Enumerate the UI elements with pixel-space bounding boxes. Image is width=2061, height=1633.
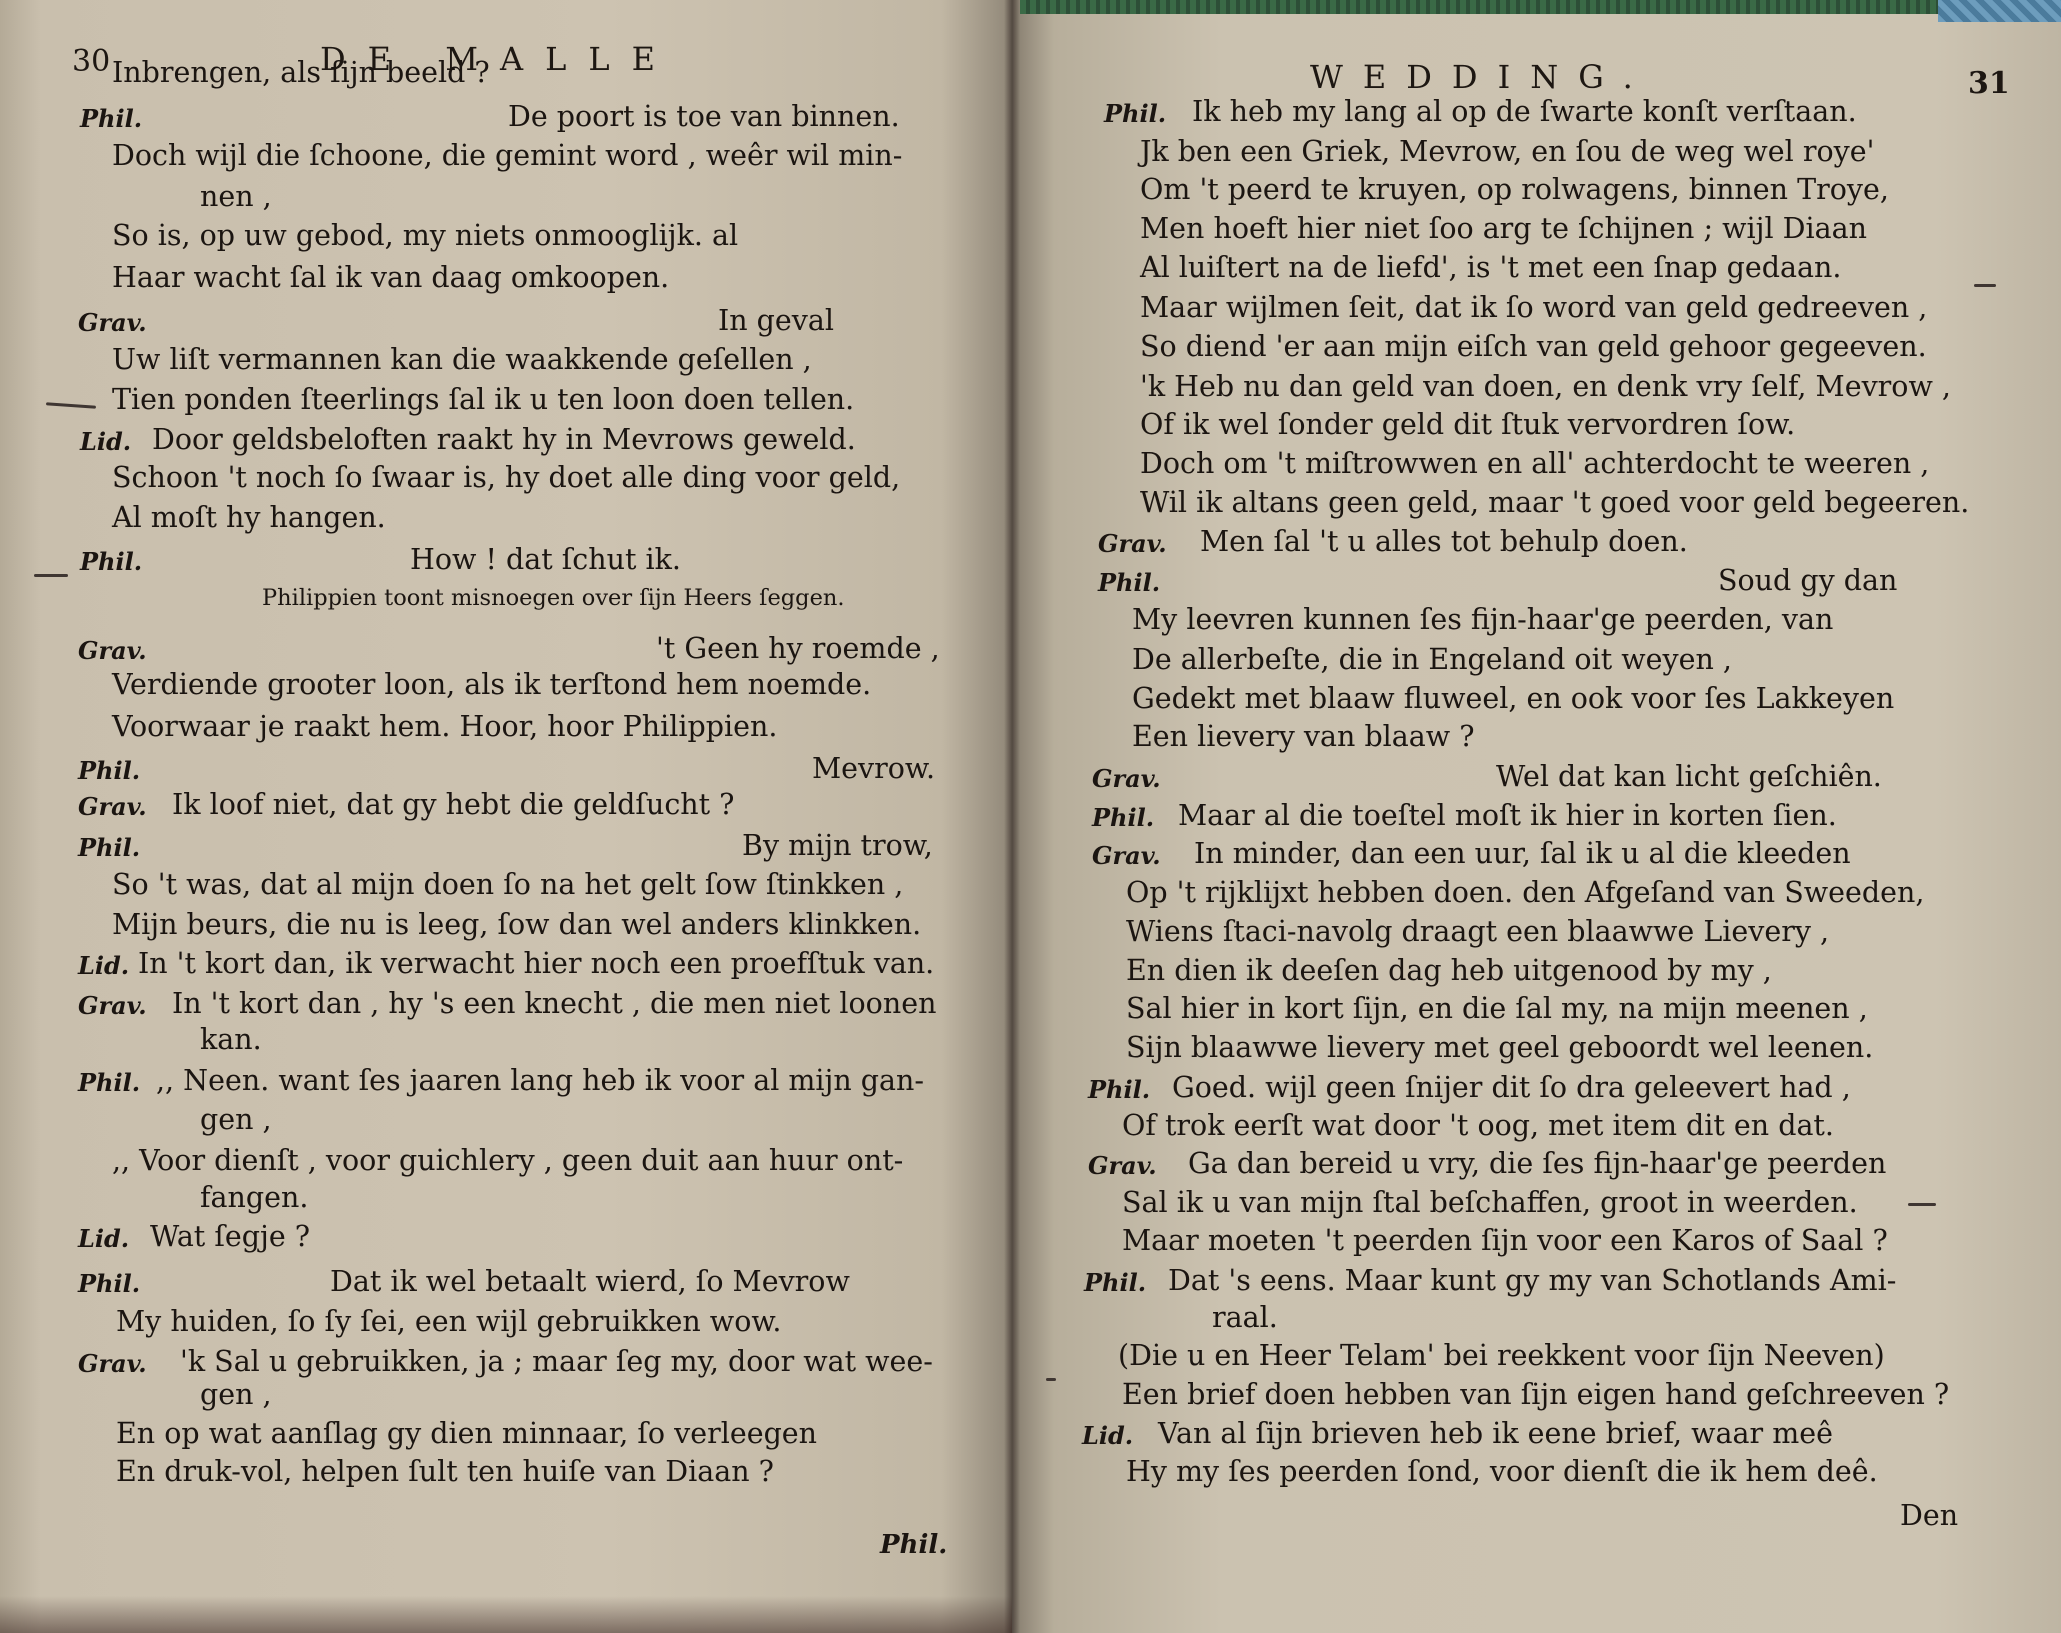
verse-line: gen , bbox=[200, 1378, 272, 1411]
verse-line: Goed. wijl geen ſnijer dit ſo dra geleevert had , bbox=[1172, 1071, 1851, 1104]
verse-line: En op wat aanſlag gy dien minnaar, ſo verleegen bbox=[116, 1417, 818, 1450]
speaker-label: Grav. bbox=[1088, 1151, 1157, 1180]
verse-line: Mevrow. bbox=[812, 752, 936, 785]
verse-line: Mijn beurs, die nu is leeg, ſow dan wel anders klinkken. bbox=[112, 908, 922, 941]
verse-line: Sijn blaawwe lievery met geel geboordt wel leenen. bbox=[1126, 1031, 1874, 1064]
verse-line: Maar moeten 't peerden ſijn voor een Karos of Saal ? bbox=[1122, 1224, 1888, 1257]
verse-line: Voorwaar je raakt hem. Hoor, hoor Philippien. bbox=[112, 710, 778, 743]
verse-line: Al luiſtert na de liefd', is 't met een ſnap gedaan. bbox=[1140, 251, 1842, 284]
background-cloth bbox=[1020, 0, 2061, 14]
verse-line: Om 't peerd te kruyen, op rolwagens, binnen Troye, bbox=[1140, 173, 1889, 206]
speaker-label: Grav. bbox=[78, 636, 147, 665]
verse-line: Wiens ſtaci-navolg draagt een blaawwe Lievery , bbox=[1126, 915, 1830, 948]
verse-line: Ik loof niet, dat gy hebt die geldſucht ? bbox=[172, 788, 735, 821]
verse-line: 't Geen hy roemde , bbox=[656, 632, 940, 665]
verse-line: Door geldsbeloften raakt hy in Mevrows geweld. bbox=[152, 423, 856, 456]
verse-line: Sal hier in kort ſijn, en die ſal my, na mijn meenen , bbox=[1126, 992, 1868, 1025]
speaker-label: Grav. bbox=[1092, 841, 1161, 870]
verse-line: Men hoeft hier niet ſoo arg te ſchijnen ; wijl Diaan bbox=[1140, 212, 1867, 245]
verse-line: So is, op uw gebod, my niets onmooglijk. al bbox=[112, 219, 739, 252]
verse-line: 'k Heb nu dan geld van doen, en denk vry ſelf, Mevrow , bbox=[1140, 370, 1951, 403]
speaker-label: Phil. bbox=[1084, 1268, 1147, 1297]
verse-line: Schoon 't noch ſo ſwaar is, hy doet alle ding voor geld, bbox=[112, 461, 901, 494]
speaker-label: Phil. bbox=[1104, 99, 1167, 128]
verse-line: En druk-vol, helpen ſult ten huiſe van Diaan ? bbox=[116, 1455, 774, 1488]
speaker-label: Phil. bbox=[1088, 1075, 1151, 1104]
verse-line: Wat ſegje ? bbox=[150, 1220, 311, 1253]
verse-line: Wel dat kan licht geſchiên. bbox=[1496, 760, 1882, 793]
verse-line: (Die u en Heer Telam' bei reekkent voor ſijn Neeven) bbox=[1118, 1339, 1885, 1372]
background-cloth-blue bbox=[1938, 0, 2061, 22]
verse-line: Hy my ſes peerden ſond, voor dienſt die ik hem deê. bbox=[1126, 1455, 1878, 1488]
verse-line: fangen. bbox=[200, 1181, 309, 1214]
verse-line: Haar wacht ſal ik van daag omkoopen. bbox=[112, 261, 670, 294]
speaker-label: Lid. bbox=[1082, 1421, 1134, 1450]
left-catchword: Phil. bbox=[880, 1530, 948, 1560]
verse-line: Gedekt met blaaw fluweel, en ook voor ſes Lakkeyen bbox=[1132, 682, 1895, 715]
verse-line: So diend 'er aan mijn eiſch van geld gehoor gegeeven. bbox=[1140, 330, 1927, 363]
verse-line: nen , bbox=[200, 180, 272, 213]
verse-line: In 't kort dan , hy 's een knecht , die men niet loonen bbox=[172, 987, 937, 1020]
right-catchword: Den bbox=[1900, 1499, 1959, 1532]
verse-line: Van al ſijn brieven heb ik eene brief, waar meê bbox=[1158, 1417, 1833, 1450]
speaker-label: Phil. bbox=[78, 756, 141, 785]
verse-line: gen , bbox=[200, 1103, 272, 1136]
verse-line: ,, Neen. want ſes jaaren lang heb ik voor al mijn gan- bbox=[156, 1064, 925, 1097]
speaker-label: Phil. bbox=[78, 833, 141, 862]
speaker-label: Grav. bbox=[78, 1349, 147, 1378]
verse-line: raal. bbox=[1212, 1301, 1278, 1334]
left-page-number: 30 bbox=[72, 44, 111, 79]
verse-line: In 't kort dan, ik verwacht hier noch een proefſtuk van. bbox=[138, 947, 935, 980]
verse-line: De poort is toe van binnen. bbox=[508, 100, 900, 133]
speaker-label: Grav. bbox=[1098, 529, 1167, 558]
verse-line: Jk ben een Griek, Mevrow, en ſou de weg wel roye' bbox=[1140, 135, 1875, 168]
verse-line: ,, Voor dienſt , voor guichlery , geen duit aan huur ont- bbox=[112, 1144, 904, 1177]
stage-direction: Philippien toont misnoegen over ſijn Heers ſeggen. bbox=[262, 585, 845, 611]
verse-line: Op 't rijklijxt hebben doen. den Afgeſand van Sweeden, bbox=[1126, 876, 1925, 909]
speaker-label: Lid. bbox=[78, 1224, 130, 1253]
verse-line: kan. bbox=[200, 1023, 262, 1056]
verse-line: Ik heb my lang al op de ſwarte konſt verſtaan. bbox=[1192, 95, 1857, 128]
verse-line: By mijn trow, bbox=[742, 829, 933, 862]
verse-line: How ! dat ſchut ik. bbox=[410, 543, 681, 576]
margin-mark bbox=[34, 574, 68, 577]
verse-line: Of trok eerſt wat door 't oog, met item dit en dat. bbox=[1122, 1109, 1834, 1142]
page-bottom-shadow bbox=[0, 1596, 1012, 1633]
verse-line: Een brief doen hebben van ſijn eigen hand geſchreeven ? bbox=[1122, 1378, 1950, 1411]
verse-line: Sal ik u van mijn ſtal beſchaffen, groot in weerden. bbox=[1122, 1186, 1858, 1219]
verse-line: Ga dan bereid u vry, die ſes fijn-haar'ge peerden bbox=[1188, 1147, 1887, 1180]
speaker-label: Grav. bbox=[78, 991, 147, 1020]
margin-mark bbox=[1908, 1203, 1936, 1206]
speaker-label: Phil. bbox=[80, 547, 143, 576]
verse-line: Soud gy dan bbox=[1718, 564, 1898, 597]
verse-line: Maar wijlmen ſeit, dat ik ſo word van geld gedreeven , bbox=[1140, 291, 1928, 324]
speaker-label: Lid. bbox=[80, 427, 132, 456]
margin-mark bbox=[1974, 284, 1996, 287]
verse-line: Dat 's eens. Maar kunt gy my van Schotlands Ami- bbox=[1168, 1264, 1897, 1297]
verse-line: In minder, dan een uur, ſal ik u al die kleeden bbox=[1194, 837, 1851, 870]
book-gutter bbox=[1004, 0, 1020, 1633]
verse-line: Doch wijl die ſchoone, die gemint word , weêr wil min- bbox=[112, 139, 903, 172]
speaker-label: Phil. bbox=[1098, 568, 1161, 597]
verse-line: 'k Sal u gebruikken, ja ; maar ſeg my, door wat wee- bbox=[180, 1345, 933, 1378]
verse-line: Wil ik altans geen geld, maar 't goed voor geld begeeren. bbox=[1140, 486, 1970, 519]
verse-line: Al moſt hy hangen. bbox=[112, 501, 386, 534]
verse-line: Uw liſt vermannen kan die waakkende geſellen , bbox=[112, 343, 812, 376]
verse-line: Een lievery van blaaw ? bbox=[1132, 720, 1475, 753]
verse-line: So 't was, dat al mijn doen ſo na het gelt ſow ſtinkken , bbox=[112, 868, 904, 901]
speaker-label: Grav. bbox=[78, 308, 147, 337]
margin-mark bbox=[1046, 1378, 1056, 1381]
speaker-label: Lid. bbox=[78, 951, 130, 980]
verse-line: Doch om 't miſtrowwen en all' achterdocht te weeren , bbox=[1140, 447, 1930, 480]
speaker-label: Grav. bbox=[1092, 764, 1161, 793]
verse-line: My leevren kunnen ſes fijn-haar'ge peerden, van bbox=[1132, 603, 1834, 636]
verse-line: Men ſal 't u alles tot behulp doen. bbox=[1200, 525, 1688, 558]
verse-line: Inbrengen, als ſijn beeld ? bbox=[112, 56, 490, 89]
verse-line: En dien ik deeſen dag heb uitgenood by my , bbox=[1126, 954, 1772, 987]
verse-line: Dat ik wel betaalt wierd, ſo Mevrow bbox=[330, 1265, 850, 1298]
verse-line: My huiden, ſo ſy ſei, een wijl gebruikken wow. bbox=[116, 1305, 782, 1338]
speaker-label: Grav. bbox=[78, 792, 147, 821]
verse-line: De allerbeſte, die in Engeland oit weyen , bbox=[1132, 643, 1732, 676]
verse-line: Tien ponden ſteerlings ſal ik u ten loon doen tellen. bbox=[112, 383, 855, 416]
speaker-label: Phil. bbox=[78, 1269, 141, 1298]
speaker-label: Phil. bbox=[78, 1068, 141, 1097]
right-page-number: 31 bbox=[1968, 66, 2010, 101]
left-running-head: DE MALLE bbox=[320, 40, 677, 78]
speaker-label: Phil. bbox=[80, 104, 143, 133]
speaker-label: Phil. bbox=[1092, 803, 1155, 832]
verse-line: Maar al die toeſtel moſt ik hier in korten ſien. bbox=[1178, 799, 1837, 832]
right-running-head: WEDDING. bbox=[1310, 58, 1653, 96]
verse-line: Verdiende grooter loon, als ik terſtond hem noemde. bbox=[112, 668, 872, 701]
verse-line: In geval bbox=[718, 304, 834, 337]
verse-line: Of ik wel ſonder geld dit ſtuk vervordren ſow. bbox=[1140, 408, 1796, 441]
